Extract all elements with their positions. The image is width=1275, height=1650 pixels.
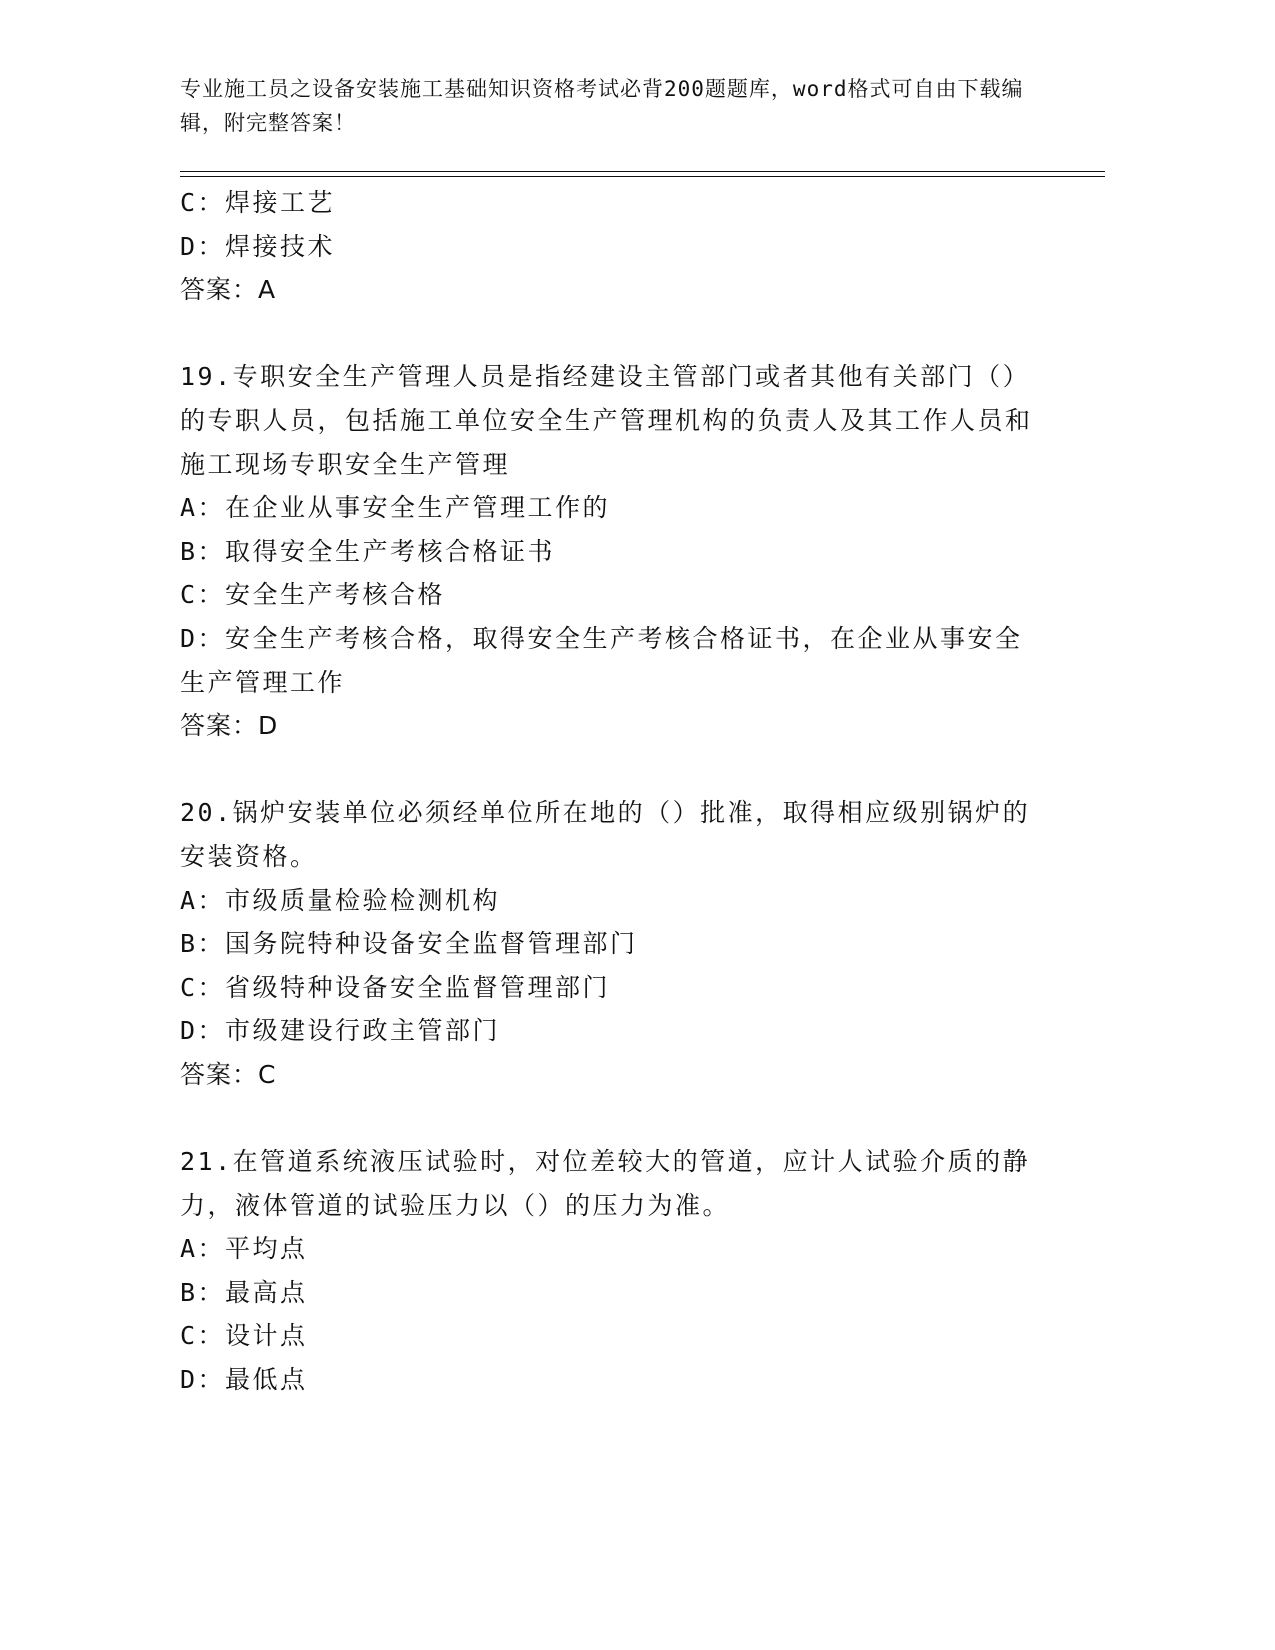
spacer — [180, 1096, 1040, 1140]
option-b: B：最高点 — [180, 1277, 308, 1307]
option-a: A：平均点 — [180, 1234, 308, 1264]
option-b: B：国务院特种设备安全监督管理部门 — [180, 929, 638, 959]
question-20 — [180, 791, 1040, 1096]
question-text: 20.锅炉安装单位必须经单位所在地的（）批准，取得相应级别锅炉的安装资格。 — [180, 798, 1031, 871]
question-text: 21.在管道系统液压试验时，对位差较大的管道，应计人试验介质的静力，液体管道的试验压力以（）的压力为准。 — [180, 1147, 1031, 1220]
option-d: D：焊接技术 — [180, 231, 336, 261]
option-d: D：市级建设行政主管部门 — [180, 1016, 501, 1046]
option-d: D：安全生产考核合格，取得安全生产考核合格证书，在企业从事安全生产管理工作 — [180, 623, 1023, 697]
document-body — [180, 181, 1040, 1402]
option-d: D：最低点 — [180, 1365, 308, 1395]
answer-line: 答案：C — [180, 1059, 277, 1089]
option-a: A：在企业从事安全生产管理工作的 — [180, 493, 611, 523]
answer-line: 答案：A — [180, 275, 277, 305]
question-19 — [180, 355, 1040, 747]
spacer — [180, 748, 1040, 792]
option-c: C：焊接工艺 — [180, 188, 336, 217]
option-c: C：设计点 — [180, 1321, 308, 1351]
option-c: C：省级特种设备安全监督管理部门 — [180, 972, 611, 1002]
spacer — [180, 312, 1040, 356]
question-18-fragment — [180, 181, 1040, 312]
header-title: 专业施工员之设备安装施工基础知识资格考试必背200题题库，word格式可自由下载编辑，附完整答案！ — [180, 77, 1024, 135]
answer-line: 答案：D — [180, 711, 279, 741]
question-text: 19.专职安全生产管理人员是指经建设主管部门或者其他有关部门（）的专职人员，包括施工单位安全生产管理机构的负责人及其工作人员和施工现场专职安全生产管理 — [180, 362, 1033, 479]
question-21 — [180, 1140, 1040, 1402]
document-header — [180, 72, 1040, 140]
option-b: B：取得安全生产考核合格证书 — [180, 536, 556, 566]
header-rule-bottom — [180, 176, 1105, 177]
option-a: A：市级质量检验检测机构 — [180, 885, 501, 915]
option-c: C：安全生产考核合格 — [180, 580, 446, 610]
header-rule-top — [180, 171, 1105, 172]
